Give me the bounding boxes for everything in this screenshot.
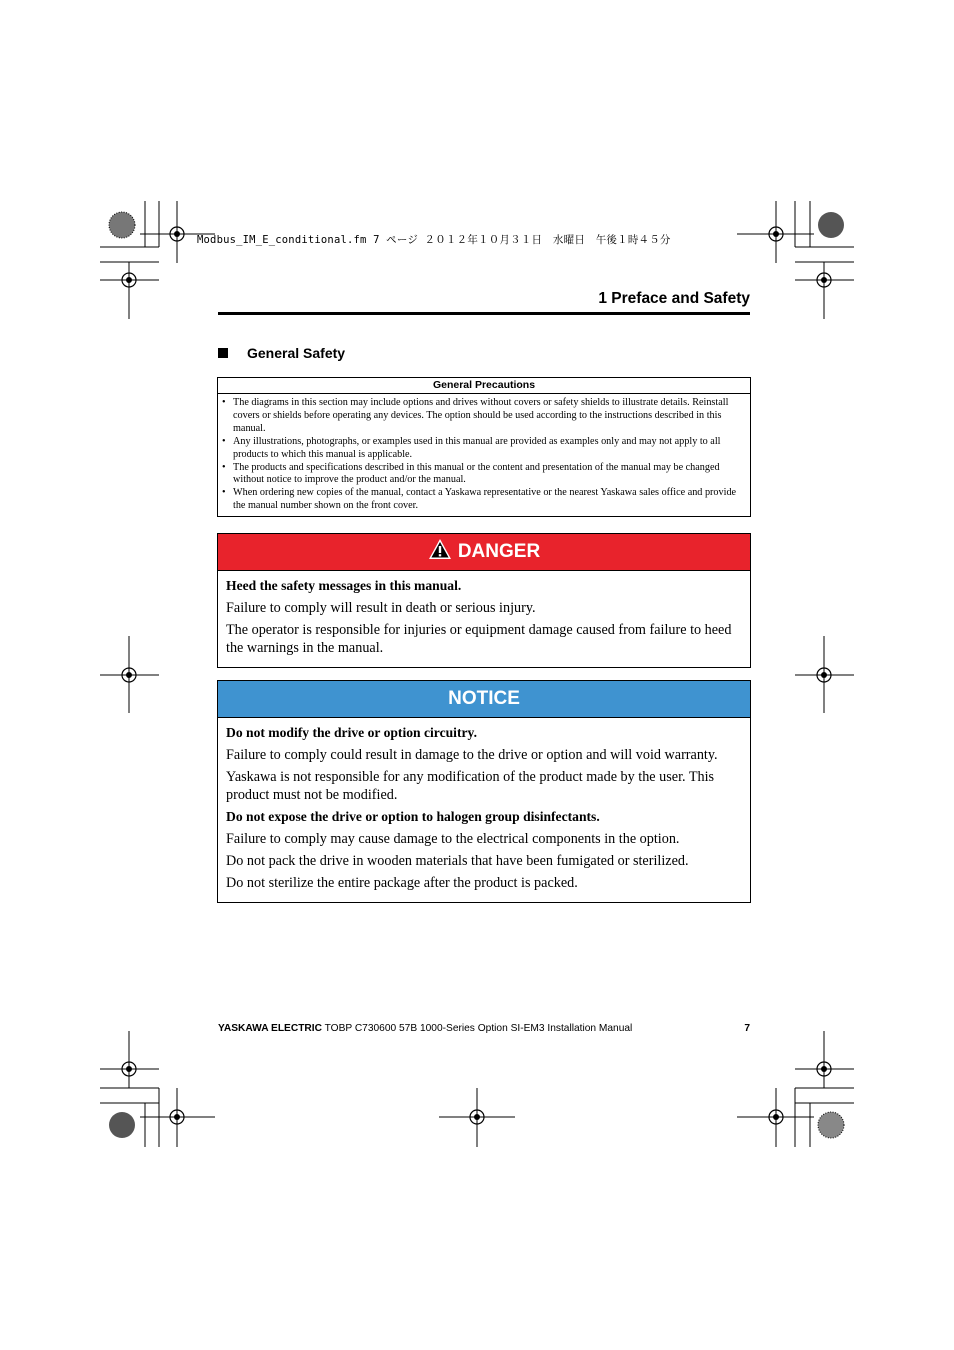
subheading-general-safety: [218, 345, 345, 361]
general-precautions-box: [217, 377, 751, 517]
danger-label: DANGER: [457, 541, 541, 562]
notice-line: Yaskawa is not responsible for any modification of the product made by the user. This product must not be modified.: [226, 769, 715, 803]
list-item: • Any illustrations, photographs, or examples used in this manual are provided as examples only and may not apply to all products to which this manual is applicable.: [222, 436, 747, 462]
notice-line: Failure to comply could result in damage to the drive or option and will void warranty.: [226, 747, 718, 763]
warning-triangle-icon: [428, 538, 452, 566]
notice-line: Do not modify the drive or option circuitry.: [226, 725, 477, 740]
notice-label: NOTICE: [448, 688, 520, 709]
notice-line: Do not sterilize the entire package after the product is packed.: [226, 875, 578, 891]
general-precautions-list: [218, 394, 750, 516]
list-item: • The diagrams in this section may include options and drives without covers or safety shields to illustrate details. Reinstall covers or shields before operating any devices. The option should be used according to the instructions described in this manual.: [222, 397, 747, 436]
danger-line: Heed the safety messages in this manual.: [226, 578, 462, 593]
danger-callout: [217, 533, 751, 668]
notice-line: Failure to comply may cause damage to the electrical components in the option.: [226, 831, 680, 847]
section-title: 1 Preface and Safety: [598, 290, 750, 307]
general-precautions-title: General Precautions: [218, 378, 750, 394]
section-rule: [218, 312, 750, 315]
danger-line: The operator is responsible for injuries or equipment damage caused from failure to heed the warnings in the manual.: [226, 622, 732, 656]
danger-header: [218, 534, 750, 571]
notice-line: Do not pack the drive in wooden materials that have been fumigated or sterilized.: [226, 853, 689, 869]
notice-body: [218, 718, 750, 902]
notice-line: Do not expose the drive or option to halogen group disinfectants.: [226, 809, 600, 824]
frame-file-info: Modbus_IM_E_conditional.fm 7 ページ ２０１２年１０月３１日 水曜日 午後１時４５分: [197, 234, 671, 246]
list-item: • The products and specifications described in this manual or the content and presentation of the manual may be changed without notice to improve the product and/or the manual.: [222, 462, 747, 488]
notice-header: [218, 681, 750, 718]
page-footer: [218, 1023, 750, 1034]
page-number: 7: [744, 1023, 750, 1034]
square-bullet-icon: [218, 348, 228, 358]
subheading-text: General Safety: [247, 345, 346, 361]
danger-line: Failure to comply will result in death or serious injury.: [226, 600, 536, 616]
footer-brand: YASKAWA ELECTRIC: [218, 1023, 322, 1034]
danger-body: [218, 571, 750, 667]
footer-manual-title: TOBP C730600 57B 1000-Series Option SI-EM3 Installation Manual: [324, 1023, 633, 1034]
list-item: • When ordering new copies of the manual, contact a Yaskawa representative or the nearest Yaskawa sales office and provide the manual number shown on the front cover.: [222, 487, 747, 513]
notice-callout: [217, 680, 751, 903]
